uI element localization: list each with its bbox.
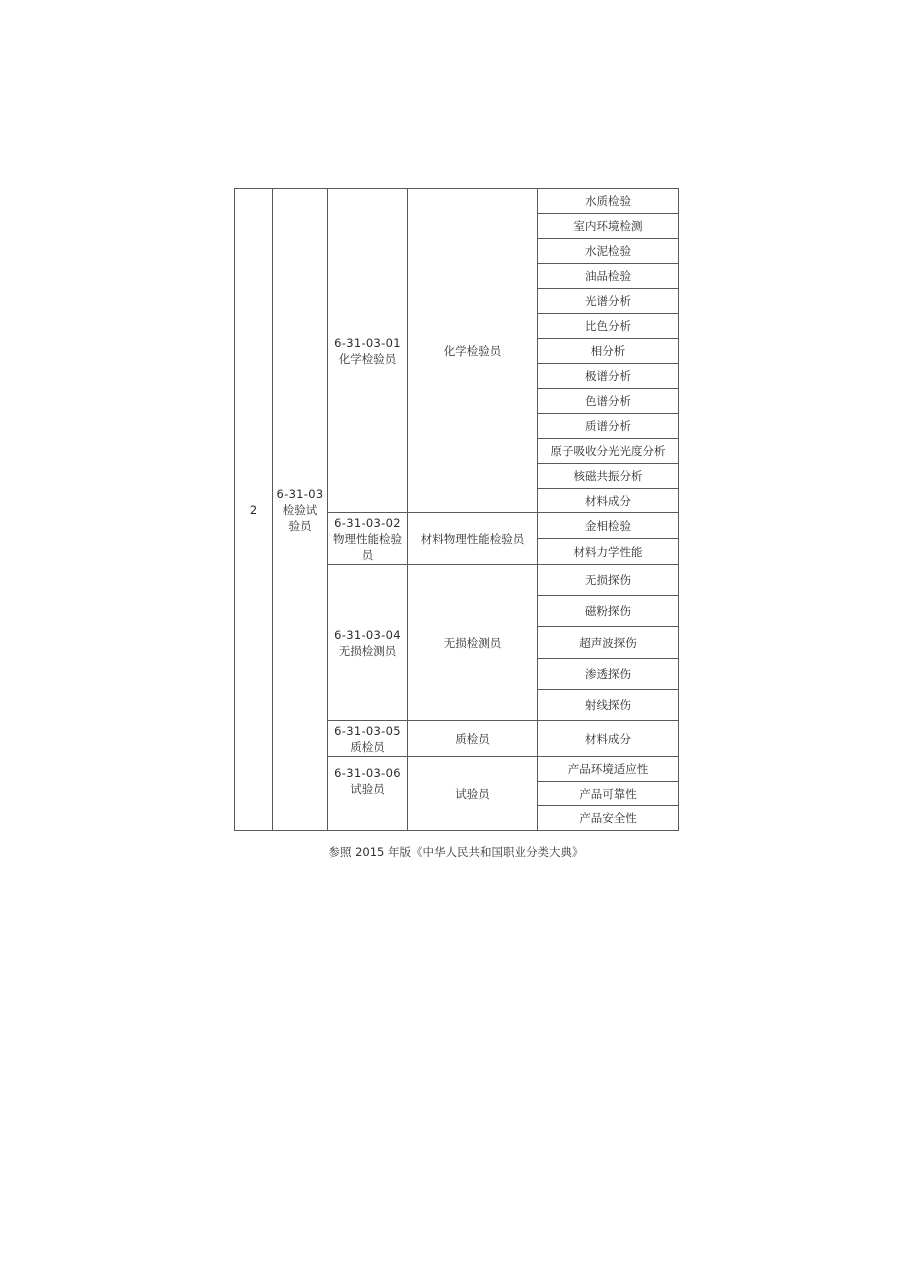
item-cell: 水质检验: [538, 189, 679, 214]
occupation-name: 物理性能检验员: [333, 531, 402, 562]
item-cell: 质谱分析: [538, 414, 679, 439]
category-name: 检验试验员: [282, 502, 318, 533]
item-cell: 原子吸收分光光度分析: [538, 439, 679, 464]
category-code: 6-31-03: [276, 486, 324, 501]
seq-cell: 2: [235, 189, 273, 831]
item-cell: 产品环境适应性: [538, 757, 679, 782]
item-cell: 射线探伤: [538, 690, 679, 721]
item-cell: 材料力学性能: [538, 539, 679, 565]
item-cell: 无损探伤: [538, 565, 679, 596]
item-cell: 比色分析: [538, 314, 679, 339]
table-caption: 参照 2015 年版《中华人民共和国职业分类大典》: [328, 845, 584, 859]
occupation-title-cell: 质检员: [408, 721, 538, 757]
occupation-code: 6-31-03-06: [334, 766, 401, 780]
occupation-title-cell: 化学检验员: [408, 189, 538, 513]
item-cell: 产品可靠性: [538, 782, 679, 806]
occupation-title-cell: 无损检测员: [408, 565, 538, 721]
occupation-title-cell: 试验员: [408, 757, 538, 831]
item-cell: 色谱分析: [538, 389, 679, 414]
occupation-code-cell: [328, 757, 408, 831]
item-cell: 光谱分析: [538, 289, 679, 314]
occupation-code: 6-31-03-02: [334, 515, 401, 530]
item-cell: 极谱分析: [538, 364, 679, 389]
item-cell: 水泥检验: [538, 239, 679, 264]
occupation-title-cell: 材料物理性能检验员: [408, 513, 538, 565]
occupation-code: 6-31-03-05: [334, 723, 401, 738]
occupation-table: [234, 188, 679, 831]
item-cell: 核磁共振分析: [538, 464, 679, 489]
item-cell: 相分析: [538, 339, 679, 364]
item-cell: 渗透探伤: [538, 659, 679, 690]
item-cell: 材料成分: [538, 721, 679, 757]
item-cell: 超声波探伤: [538, 627, 679, 659]
occupation-code-cell: [328, 721, 408, 757]
occupation-name: 质检员: [350, 739, 385, 754]
occupation-code: 6-31-03-04: [334, 627, 401, 642]
table-row: [235, 189, 679, 214]
item-cell: 磁粉探伤: [538, 596, 679, 627]
occupation-name: 化学检验员: [338, 351, 397, 366]
category-cell: [273, 189, 328, 831]
occupation-code: 6-31-03-01: [334, 335, 401, 350]
item-cell: 产品安全性: [538, 806, 679, 831]
occupation-code-cell: [328, 189, 408, 513]
occupation-code-cell: [328, 565, 408, 721]
item-cell: 室内环境检测: [538, 214, 679, 239]
occupation-name: 试验员: [350, 782, 385, 796]
item-cell: 油品检验: [538, 264, 679, 289]
occupation-code-cell: [328, 513, 408, 565]
item-cell: 材料成分: [538, 489, 679, 513]
occupation-name: 无损检测员: [338, 643, 397, 658]
item-cell: 金相检验: [538, 513, 679, 539]
